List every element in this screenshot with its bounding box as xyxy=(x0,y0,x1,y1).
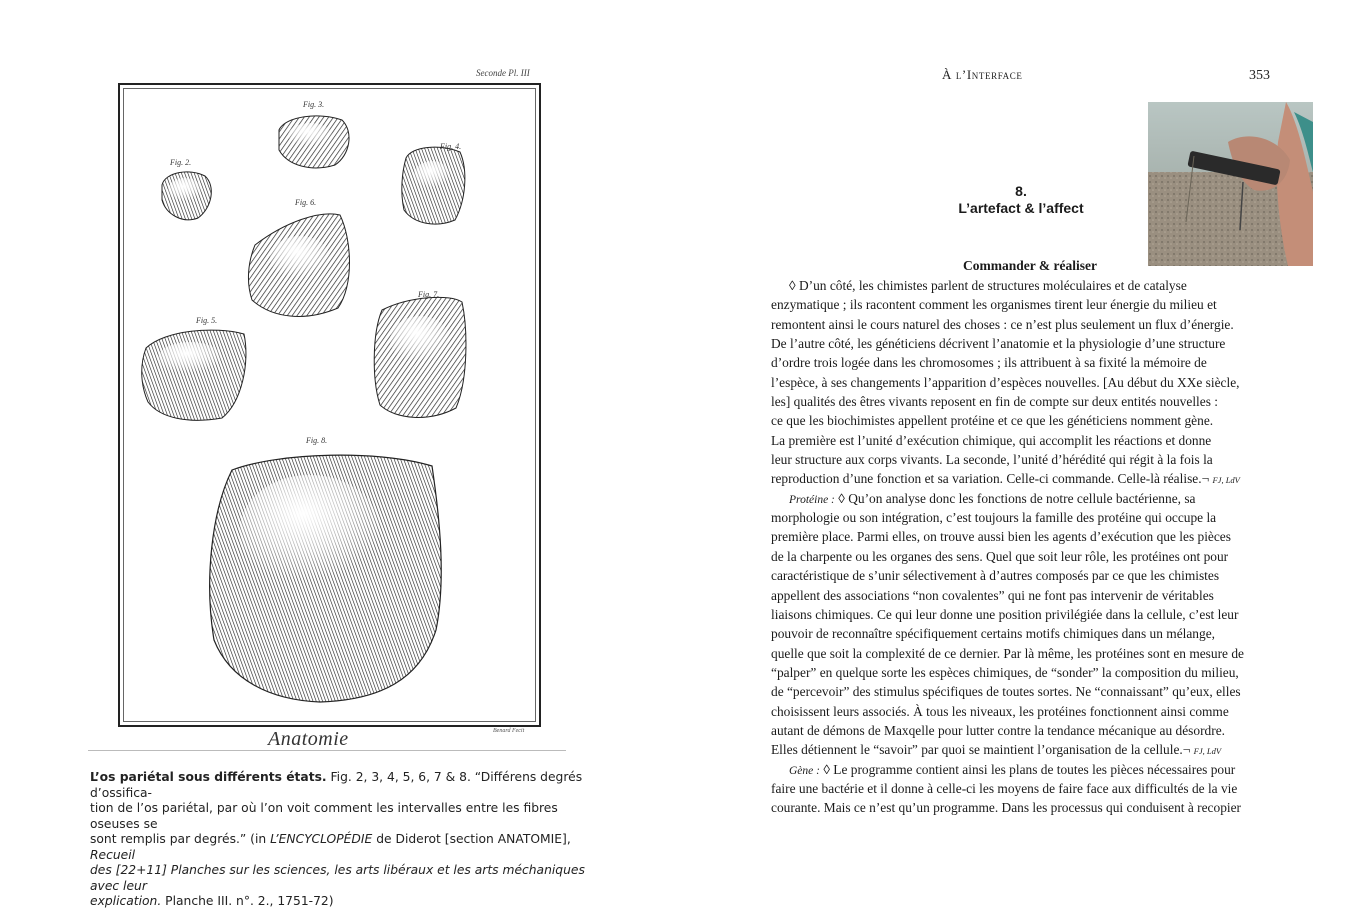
text-line: appellent des associations “non covalentes” qui ne font pas intervenir de véritables xyxy=(771,587,1214,603)
chapter-number: 8. xyxy=(1015,183,1027,199)
caption-source: des [22+11] Planches sur les sciences, les arts libéraux et les arts méchaniques avec leur xyxy=(90,863,585,893)
text-line: autant de démons de Maxqelle pour lutter contre la tendance mécanique au désordre. xyxy=(771,722,1225,738)
running-head: À l’Interface xyxy=(942,67,1023,82)
text-line: enzymatique ; ils racontent comment les organismes tirent leur énergie du milieu et xyxy=(771,297,1217,313)
fig-label: Fig. 7. xyxy=(418,290,440,299)
body-text xyxy=(771,276,1271,818)
caption-source: Recueil xyxy=(90,847,136,862)
bone-fig-6 xyxy=(248,214,349,317)
caption-text: de Diderot [section ANATOMIE], xyxy=(372,832,571,846)
text-line: Elles détiennent le “savoir” par quoi se maintient l’organisation de la cellule.¬ xyxy=(771,742,1191,758)
paragraph-lead: Gène : xyxy=(789,764,820,777)
page-number: 353 xyxy=(1249,68,1270,83)
text-line: ◊ Qu’on analyse donc les fonctions de notre cellule bactérienne, sa xyxy=(834,490,1196,506)
text-line: ◊ Le programme contient ainsi les plans de toutes les pièces nécessaires pour xyxy=(819,761,1236,777)
fig-label: Fig. 4. xyxy=(440,142,462,151)
text-line: pouvoir de reconnaître spécifiquement certains motifs chimiques dans un mélange, xyxy=(771,626,1215,642)
text-line: reproduction d’une fonction et sa variation. Celle-ci commande. Celle-là réalise.¬ xyxy=(771,471,1210,487)
photo-image xyxy=(1148,102,1313,266)
text-line: d’ordre trois logée dans les chromosomes ; ils attribuent à sa fixité la mémoire de xyxy=(771,355,1207,371)
citation: FJ, LdV xyxy=(1193,746,1222,757)
caption-text: sont remplis par degrés.” (in xyxy=(90,832,271,846)
text-line: de “percevoir” des stimulus spécifiques de toutes sortes. Ne “connaissant” qu’eux, elles xyxy=(771,684,1241,700)
fig-label: Fig. 2. xyxy=(170,158,192,167)
plate-divider xyxy=(88,750,566,751)
fig-label: Fig. 6. xyxy=(295,198,317,207)
bone-engravings xyxy=(0,0,680,904)
text-line: l’espèce, à ses changements l’apparition d’espèces nouvelles. [Au début du XXe siècle, xyxy=(771,374,1240,390)
bone-fig-7 xyxy=(374,297,466,417)
phone-photo xyxy=(1148,102,1313,266)
text-line: De l’autre côté, les généticiens décrivent l’anatomie et la physiologie d’une structure xyxy=(771,336,1226,352)
bone-fig-5 xyxy=(142,330,246,420)
text-line: ce que les biochimistes appellent protéine et ce que les généticiens nomment gène. xyxy=(771,413,1214,429)
caption-text: Fig. 2, 3, 4, 5, 6, 7 & 8. “Différens degrés d’ossifica- xyxy=(90,770,583,800)
text-line: remontent ainsi le cours naturel des choses : ce n’est plus seulement un flux d’énergie. xyxy=(771,316,1234,332)
text-line: de la charpente ou les organes des sens. Quel que soit leur rôle, les protéines ont pour xyxy=(771,548,1229,564)
text-line: “palper” en quelque sorte les espèces chimiques, de “sonder” la composition du milieu, xyxy=(771,664,1239,680)
caption-title: L’os pariétal sous différents états. xyxy=(90,770,327,784)
plate-engraver: Benard Fecit xyxy=(493,728,525,734)
plate-label: Seconde Pl. III xyxy=(476,68,530,78)
text-line: première place. Parmi elles, on trouve aussi bien les agents d’exécution que les pièces xyxy=(771,529,1231,545)
text-line: faire une bactérie et il donne à celle-ci les moyens de faire face aux difficultés de la vie xyxy=(771,780,1238,796)
text-line: La première est l’unité d’exécution chimique, qui accomplit les réactions et donne xyxy=(771,432,1212,448)
citation: FJ, LdV xyxy=(1212,475,1240,486)
caption-source: L’ENCYCLOPÉDIE xyxy=(270,832,373,846)
text-line: ◊ D’un côté, les chimistes parlent de structures moléculaires et de catalyse xyxy=(789,278,1187,293)
fig-label: Fig. 5. xyxy=(196,316,218,325)
text-line: caractéristique de s’unir sélectivement à d’autres composés par ce que les chimistes xyxy=(771,568,1220,584)
caption-source: explication. xyxy=(90,894,162,908)
caption-text: tion de l’os pariétal, par où l’on voit comment les intervalles entre les fibres oseuses se xyxy=(90,801,558,831)
text-line: courante. Mais ce n’est qu’un programme. Dans les processus qui conduisent à recopier xyxy=(771,800,1242,816)
text-line: leur structure aux corps vivants. La seconde, l’unité d’hérédité qui régit à la fois la xyxy=(771,452,1213,468)
left-page xyxy=(0,0,680,908)
text-line: liaisons chimiques. Ce qui leur donne une position privilégiée dans la cellule, c’est leur xyxy=(771,606,1239,622)
fig-label: Fig. 3. xyxy=(303,100,325,109)
paragraph-lead: Protéine : xyxy=(789,493,835,506)
text-line: choisissent leurs associés. À tous les niveaux, les protéines fonctionnent ainsi comme xyxy=(771,703,1229,719)
bone-fig-2 xyxy=(162,172,211,220)
figure-caption xyxy=(90,770,590,910)
text-line: quelle que soit la complexité de ce dernier. Par là même, les protéines sont en mesure de xyxy=(771,645,1244,661)
bone-fig-4 xyxy=(402,147,465,224)
fig-label: Fig. 8. xyxy=(306,436,328,445)
text-line: morphologie ou son intégration, c’est toujours la famille des protéine qui occupe la xyxy=(771,510,1217,526)
bone-fig-3 xyxy=(279,116,349,168)
section-subhead: Commander & réaliser xyxy=(963,258,1097,273)
text-line: les] qualités des êtres vivants reposent en fin de compte sur deux entités nouvelles : xyxy=(771,394,1218,410)
plate-title: Anatomie xyxy=(268,728,349,750)
caption-text: Planche III. n°. 2., 1751-72) xyxy=(161,894,334,908)
bone-fig-8 xyxy=(210,455,442,702)
chapter-title: L’artefact & l’affect xyxy=(958,200,1084,216)
